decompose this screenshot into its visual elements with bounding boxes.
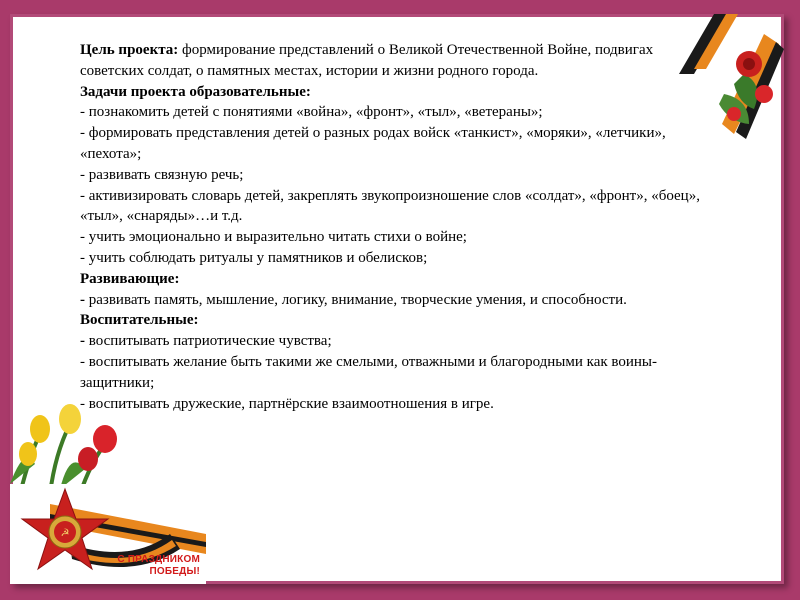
developing-dash: - (80, 291, 85, 308)
badge-line2: ПОБЕДЫ! (149, 566, 200, 577)
edu-item-3: - развивать связную речь; (80, 166, 244, 183)
edu-item-4: - активизировать словарь детей, закреплять звукопроизношение слов «солдат», «фронт», «боец», «тыл», «снаряды»…и т.д. (80, 187, 700, 225)
badge-caption (117, 554, 200, 578)
edu-item-6: - учить соблюдать ритуалы у памятников и обелисков; (80, 249, 428, 266)
upbringing-item-3: - воспитывать дружеские, партнёрские взаимоотношения в игре. (80, 395, 494, 412)
edu-item-1: - познакомить детей с понятиями «война», «фронт», «тыл», «ветераны»; (80, 104, 543, 121)
developing-item (80, 290, 710, 311)
upbringing-item-2: - воспитывать желание быть такими же смелыми, отважными и благородными как воины-защитники; (80, 353, 658, 391)
slide (10, 14, 784, 584)
upbringing-item-1 (80, 331, 710, 352)
tasks-heading: Задачи проекта образовательные: (80, 83, 311, 100)
developing-heading: Развивающие: (80, 270, 180, 287)
edu-item-2: - формировать представления детей о разных родах войск «танкист», «моряки», «летчики», «пехота»; (80, 125, 666, 162)
upbringing-text-1: воспитывать патриотические чувства; (85, 333, 332, 350)
goal-label: Цель проекта: (80, 42, 179, 58)
upbringing-heading: Воспитательные: (80, 312, 199, 329)
svg-text:☭: ☭ (60, 528, 70, 539)
goal-text: формирование представлений о Великой Отечественной Войне, подвигах советских солдат, о памятных местах, истории и жизни родного города. (80, 42, 654, 79)
edu-item-5: - учить эмоционально и выразительно читать стихи о войне; (80, 229, 467, 246)
developing-text: развивать память, мышление, логику, внимание, творческие умения, и способности. (85, 291, 627, 308)
upbringing-dash: - (80, 333, 85, 350)
goal-paragraph (80, 40, 710, 82)
tulips-decoration-icon (10, 394, 130, 494)
badge-line1: С ПРАЗДНИКОМ (117, 554, 200, 565)
victory-day-badge (10, 484, 206, 584)
project-description (80, 40, 710, 414)
